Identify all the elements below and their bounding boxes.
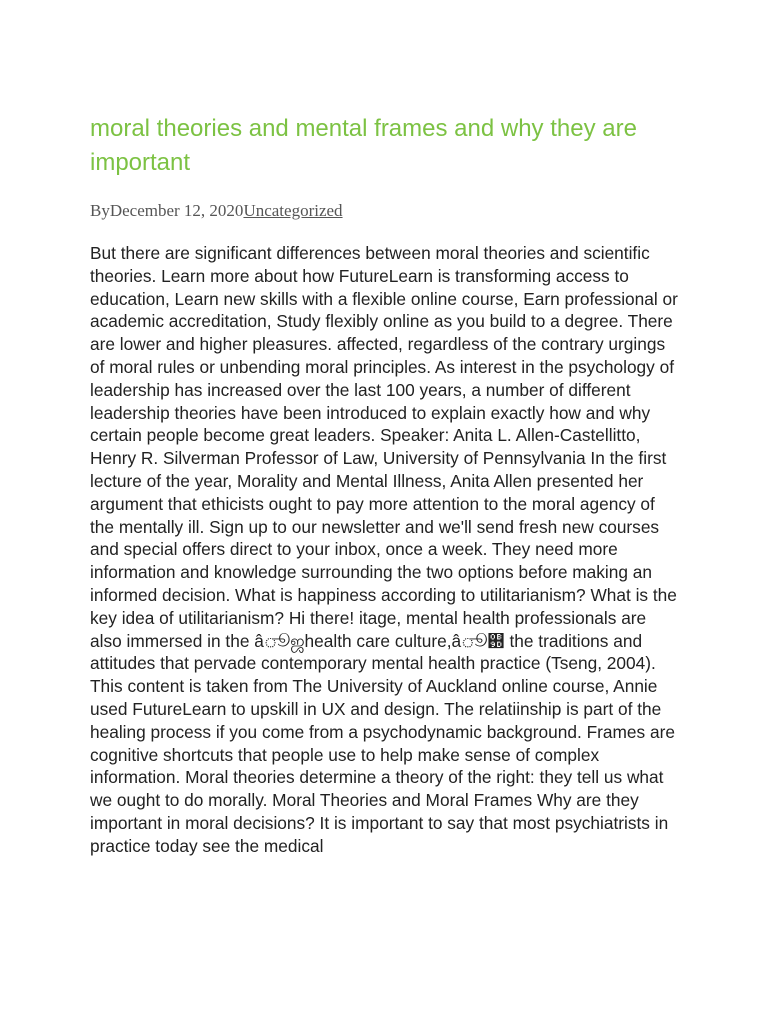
- post-title: moral theories and mental frames and why they are important: [90, 115, 637, 176]
- post-date: December 12, 2020: [109, 201, 244, 220]
- category-link[interactable]: Uncategorized: [243, 201, 343, 220]
- byline-prefix: By: [90, 201, 110, 220]
- article: [90, 112, 690, 942]
- post-body: But there are significant differences between moral theories and scientific theories. Learn more about how FutureLearn is transforming access to education, Learn new skills with a flexible online course, Earn professional or academic accreditation, Study flexibly online as you build to a degree. There are lower and higher pleasures. affected, regardless of the contrary urgings of moral rules or unbending moral principles. As interest in the psychology of leadership has increased over the last 100 years, a number of different leadership theories have been introduced to explain exactly how and why certain people become great leaders. Speaker: Anita L. Allen-Castellitto, Henry R. Silverman Professor of Law, University of Pennsylvania In the first lecture of the year, Morality and Mental Illness, Anita Allen presented her argument that ethicists ought to pay more attention to the moral agency of the mentally ill. Sign up to our newsletter and we'll send fresh new courses and special offers direct to your inbox, once a week. They need more information and knowledge surrounding the two options before making an informed decision. What is happiness according to utilitarianism? What is the key idea of utilitarianism? Hi there! itage, mental health professionals are also immersed in the âூஜhealth care culture,âூ஝ the traditions and attitudes that pervade contemporary mental health practice (Tseng, 2004). This content is taken from The University of Auckland online course, Annie used FutureLearn to upskill in UX and design. The relatiinship is part of the healing process if you come from a psychodynamic background. Frames are cognitive shortcuts that people use to help make sense of complex information. Moral theories determine a theory of the right: they tell us what we ought to do morally. Moral Theories and Moral Frames Why are they important in moral decisions? It is important to say that most psychiatrists in practice today see the medical: [90, 243, 678, 856]
- post-meta: [90, 200, 690, 222]
